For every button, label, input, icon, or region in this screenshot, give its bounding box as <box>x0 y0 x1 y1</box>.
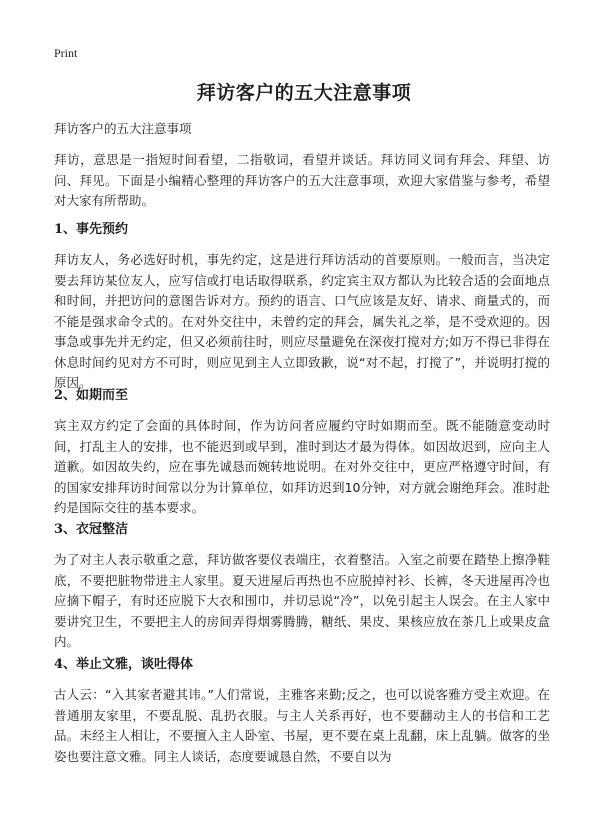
section-2 <box>54 384 128 403</box>
section-paragraph: 宾主双方约定了会面的具体时间，作为访问者应履约守时如期而至。既不能随意变动时间，打乱主人的安排，也不能迟到或早到，准时到达才最为得体。如因故迟到，应向主人道歉。如因故失约，应在事先诚恳而婉转地说明。在对外交往中，更应严格遵守时间，有的国家安排拜访时间常以分为计算单位，如拜访迟到10分钟，对方就会谢绝拜会。准时赴约是国际交往的基本要求。 <box>54 418 550 515</box>
section-heading: 3、衣冠整洁 <box>54 522 129 537</box>
section-paragraph: 为了对主人表示敬重之意，拜访做客要仪表端庄，衣着整洁。入室之前要在踏垫上擦净鞋底，不要把脏物带进主人家里。夏天进屋后再热也不应脱掉衬衫、长裤，冬天进屋再冷也应摘下帽子，有时还应脱下大衣和围巾，并切忌说“冷”，以免引起主人误会。在主人家中要讲究卫生，不要把主人的房间弄得烟雾腾腾，糖纸、果皮、果核应放在茶几上或果皮盒内。 <box>54 552 550 649</box>
document-subtitle: 拜访客户的五大注意事项 <box>54 121 192 136</box>
section-heading: 2、如期而至 <box>54 388 129 403</box>
intro-paragraph: 拜访，意思是一指短时间看望，二指敬词，看望并谈话。拜访同义词有拜会、拜望、访问、拜见。下面是小编精心整理的拜访客户的五大注意事项，欢迎大家借鉴与参考，希望对大家有所帮助。 <box>54 152 550 208</box>
section-1-body <box>54 250 550 394</box>
intro-block <box>54 150 550 212</box>
section-heading: 4、举止文雅，谈吐得体 <box>54 657 194 672</box>
section-3 <box>54 518 128 537</box>
section-4 <box>54 653 193 672</box>
section-4-body <box>54 685 550 767</box>
section-3-body <box>54 550 550 653</box>
print-link[interactable]: Print <box>54 46 78 60</box>
document-title: 拜访客户的五大注意事项 <box>196 82 412 104</box>
section-2-body <box>54 416 550 519</box>
section-heading: 1、事先预约 <box>54 222 129 237</box>
section-paragraph: 拜访友人，务必选好时机，事先约定，这是进行拜访活动的首要原则。一般而言，当决定要去拜访某位友人，应写信或打电话取得联系，约定宾主双方都认为比较合适的会面地点和时间，并把访问的意图告诉对方。预约的语言、口气应该是友好、请求、商量式的，而不能是强求命令式的。在对外交往中，未曾约定的拜会，属失礼之举，是不受欢迎的。因事急或事先并无约定，但又必须前往时，则应尽量避免在深夜打搅对方;如万不得已非得在休息时间约见对方不可时，则应见到主人立即致歉，说“对不起，打搅了”，并说明打搅的原因。 <box>54 252 550 390</box>
section-paragraph: 古人云：“入其家者避其讳。”人们常说，主雅客来勤;反之，也可以说客雅方受主欢迎。在普通朋友家里，不要乱脱、乱扔衣服。与主人关系再好，也不要翻动主人的书信和工艺品。未经主人相让，不要擅入主人卧室、书屋，更不要在桌上乱翻，床上乱躺。做客的坐姿也要注意文雅。同主人谈话，态度要诚恳自然，不要自以为 <box>54 687 550 764</box>
section-1 <box>54 218 128 237</box>
